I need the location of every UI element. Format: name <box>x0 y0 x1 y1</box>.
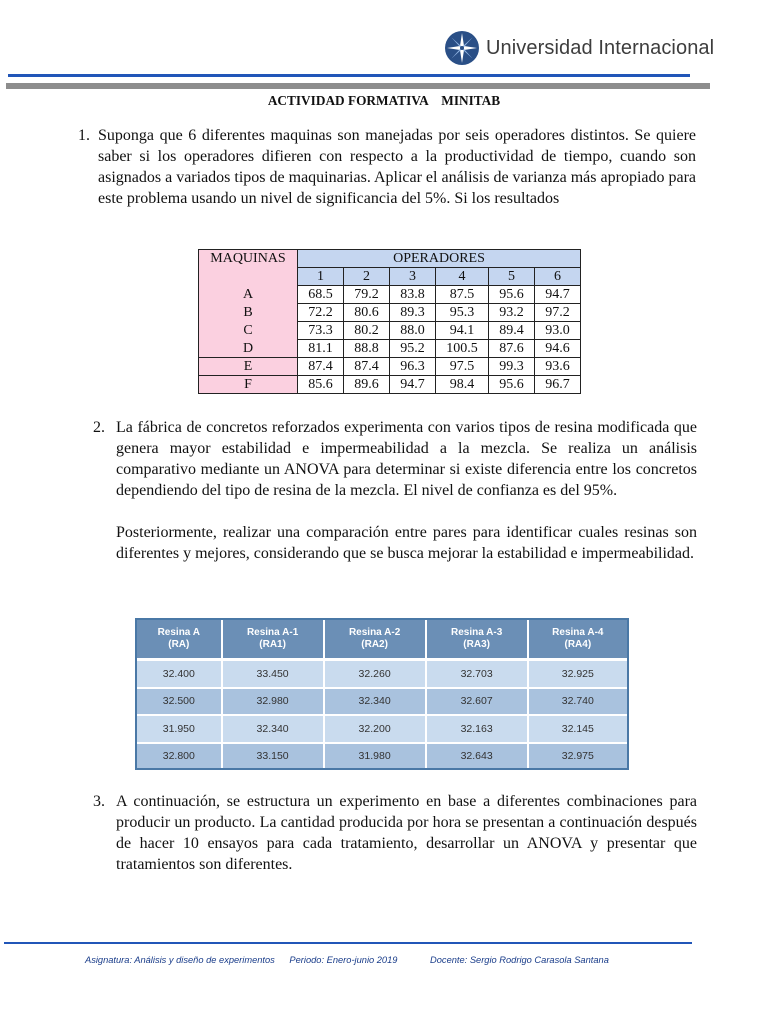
university-logo <box>444 30 714 66</box>
table-row: 32.800 33.150 31.980 32.643 32.975 <box>137 744 627 768</box>
table-row: E 87.4 87.4 96.3 97.5 99.3 93.6 <box>199 358 581 376</box>
footer-period: Periodo: Enero-junio 2019 <box>289 955 398 965</box>
table-row: D 81.1 88.8 95.2 100.5 87.6 94.6 <box>199 340 581 358</box>
machines-header: MAQUINAS <box>199 250 298 268</box>
operator-label: 3 <box>390 268 436 286</box>
machine-label: F <box>199 376 298 394</box>
question-3 <box>93 791 697 875</box>
question-1-text: Suponga que 6 diferentes maquinas son manejadas por seis operadores distintos. Se quiere saber si los operadores difieren con respecto a la productividad de tiempo, cuando son asignados a variados tipos de maquinarias. Aplicar el análisis de varianza más apropiado para este problema usando un nivel de significancia del 5%. Si los resultados <box>98 127 697 207</box>
header-rule-gray <box>6 83 710 89</box>
machines-operators-table <box>198 249 581 394</box>
compass-star-icon <box>444 30 480 66</box>
resins-table <box>135 618 629 770</box>
question-1 <box>78 125 696 209</box>
question-3-number: 3. <box>93 793 105 810</box>
question-2-paragraph-2: Posteriormente, realizar una comparación entre pares para identificar cuales resinas son diferentes y mejores, considerando que se busca mejorar la estabilidad e impermeabilidad. <box>116 524 697 562</box>
footer-teacher: Docente: Sergio Rodrigo Carasola Santana <box>430 955 609 965</box>
table-row: A 68.5 79.2 83.8 87.5 95.6 94.7 <box>199 286 581 304</box>
machine-label: D <box>199 340 298 358</box>
table-row: F 85.6 89.6 94.7 98.4 95.6 96.7 <box>199 376 581 394</box>
operator-label: 4 <box>436 268 489 286</box>
table-row: 32.400 33.450 32.260 32.703 32.925 <box>137 661 627 689</box>
question-2-number: 2. <box>93 419 105 436</box>
table-header-row: Resina A (RA) Resina A-1 (RA1) Resina A-2 (RA2) Resina A-3 (RA3) Resina A-4 (RA4) <box>137 620 627 661</box>
question-2 <box>93 417 697 564</box>
table-row: C 73.3 80.2 88.0 94.1 89.4 93.0 <box>199 322 581 340</box>
operator-label: 1 <box>298 268 344 286</box>
question-1-number: 1. <box>78 127 90 144</box>
operator-label: 2 <box>344 268 390 286</box>
operators-header: OPERADORES <box>298 250 581 268</box>
footer-rule <box>4 942 692 944</box>
machine-label: E <box>199 358 298 376</box>
table-row: 32.500 32.980 32.340 32.607 32.740 <box>137 689 627 717</box>
machine-label: C <box>199 322 298 340</box>
header-rule-blue <box>8 74 690 77</box>
operator-label: 6 <box>535 268 581 286</box>
page-title: ACTIVIDAD FORMATIVA MINITAB <box>267 93 501 108</box>
table-row: B 72.2 80.6 89.3 95.3 93.2 97.2 <box>199 304 581 322</box>
question-2-paragraph-1: La fábrica de concretos reforzados experimenta con varios tipos de resina modificada que genera mayor estabilidad e impermeabilidad a la mezcla. Se realiza un análisis comparativo mediante un ANOVA para determinar si existe diferencia entre los concretos dependiendo del tipo de resina de la mezcla. El nivel de confianza es del 95%. <box>116 419 697 499</box>
footer-subject: Asignatura: Análisis y diseño de experimentos <box>85 955 275 965</box>
machine-label: A <box>199 286 298 304</box>
question-3-text: A continuación, se estructura un experimento en base a diferentes combinaciones para producir un producto. La cantidad producida por hora se presentan a continuación después de hacer 10 ensayos para cada tratamiento, desarrollar un ANOVA y presentar que tratamientos son diferentes. <box>116 793 697 873</box>
logo-text: Universidad Internacional <box>486 36 715 59</box>
operator-label: 5 <box>489 268 535 286</box>
table-row: 31.950 32.340 32.200 32.163 32.145 <box>137 716 627 744</box>
footer <box>85 955 621 965</box>
machine-label: B <box>199 304 298 322</box>
